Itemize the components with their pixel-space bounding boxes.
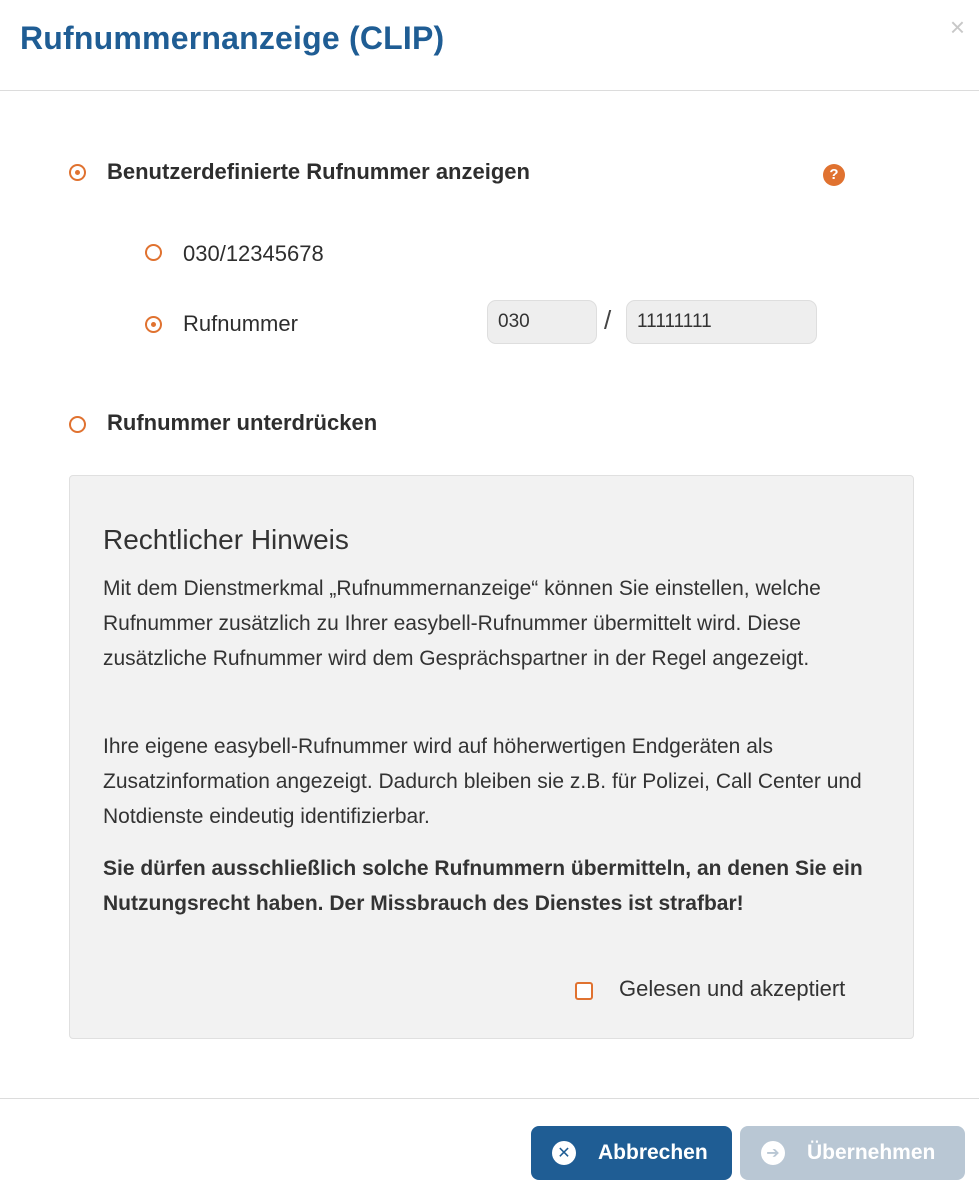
legal-notice-panel [69,475,914,1039]
help-icon[interactable]: ? [823,164,845,186]
option-suppress-label[interactable]: Rufnummer unterdrücken [107,410,378,435]
notice-paragraph-2: Ihre eigene easybell-Rufnummer wird auf höherwertigen Endgeräten als Zusatzinformation angezeigt. Dadurch bleiben sie z.B. für Polizei, Call Center und Notdienste eindeutig identifizierbar. [103,735,862,828]
option-number1-label[interactable]: 030/12345678 [183,241,324,266]
accept-checkbox[interactable] [575,982,593,1000]
close-icon[interactable]: × [949,12,965,42]
dialog-header [0,0,979,91]
number-separator: / [604,305,612,335]
radio-number-030-12345678[interactable] [145,244,162,261]
notice-title: Rechtlicher Hinweis [103,524,349,555]
cancel-x-icon: ✕ [552,1141,576,1165]
option-rufnummer-label[interactable]: Rufnummer [183,311,298,336]
phone-number-input[interactable] [626,300,817,344]
cancel-button-label: Abbrechen [598,1141,708,1164]
arrow-right-icon: ➔ [761,1141,785,1165]
dialog-title: Rufnummernanzeige (CLIP) [20,20,445,56]
notice-paragraph-3: Sie dürfen ausschließlich solche Rufnummern übermitteln, an denen Sie ein Nutzungsrecht haben. Der Missbrauch des Dienstes ist strafbar! [103,857,863,915]
apply-button-label: Übernehmen [807,1141,936,1164]
option-custom-label[interactable]: Benutzerdefinierte Rufnummer anzeigen [107,159,530,184]
area-code-input[interactable] [487,300,597,344]
apply-button[interactable] [740,1126,965,1180]
accept-checkbox-label[interactable]: Gelesen und akzeptiert [619,976,846,1001]
radio-suppress-number[interactable] [69,416,86,433]
cancel-button[interactable] [531,1126,732,1180]
radio-custom-rufnummer[interactable] [145,316,162,333]
radio-custom-number[interactable] [69,164,86,181]
notice-paragraph-1: Mit dem Dienstmerkmal „Rufnummernanzeige“ können Sie einstellen, welche Rufnummer zusätzlich zu Ihrer easybell-Rufnummer übermittelt wird. Diese zusätzliche Rufnummer wird dem Gesprächspartner in der Regel angezeigt. [103,577,821,670]
